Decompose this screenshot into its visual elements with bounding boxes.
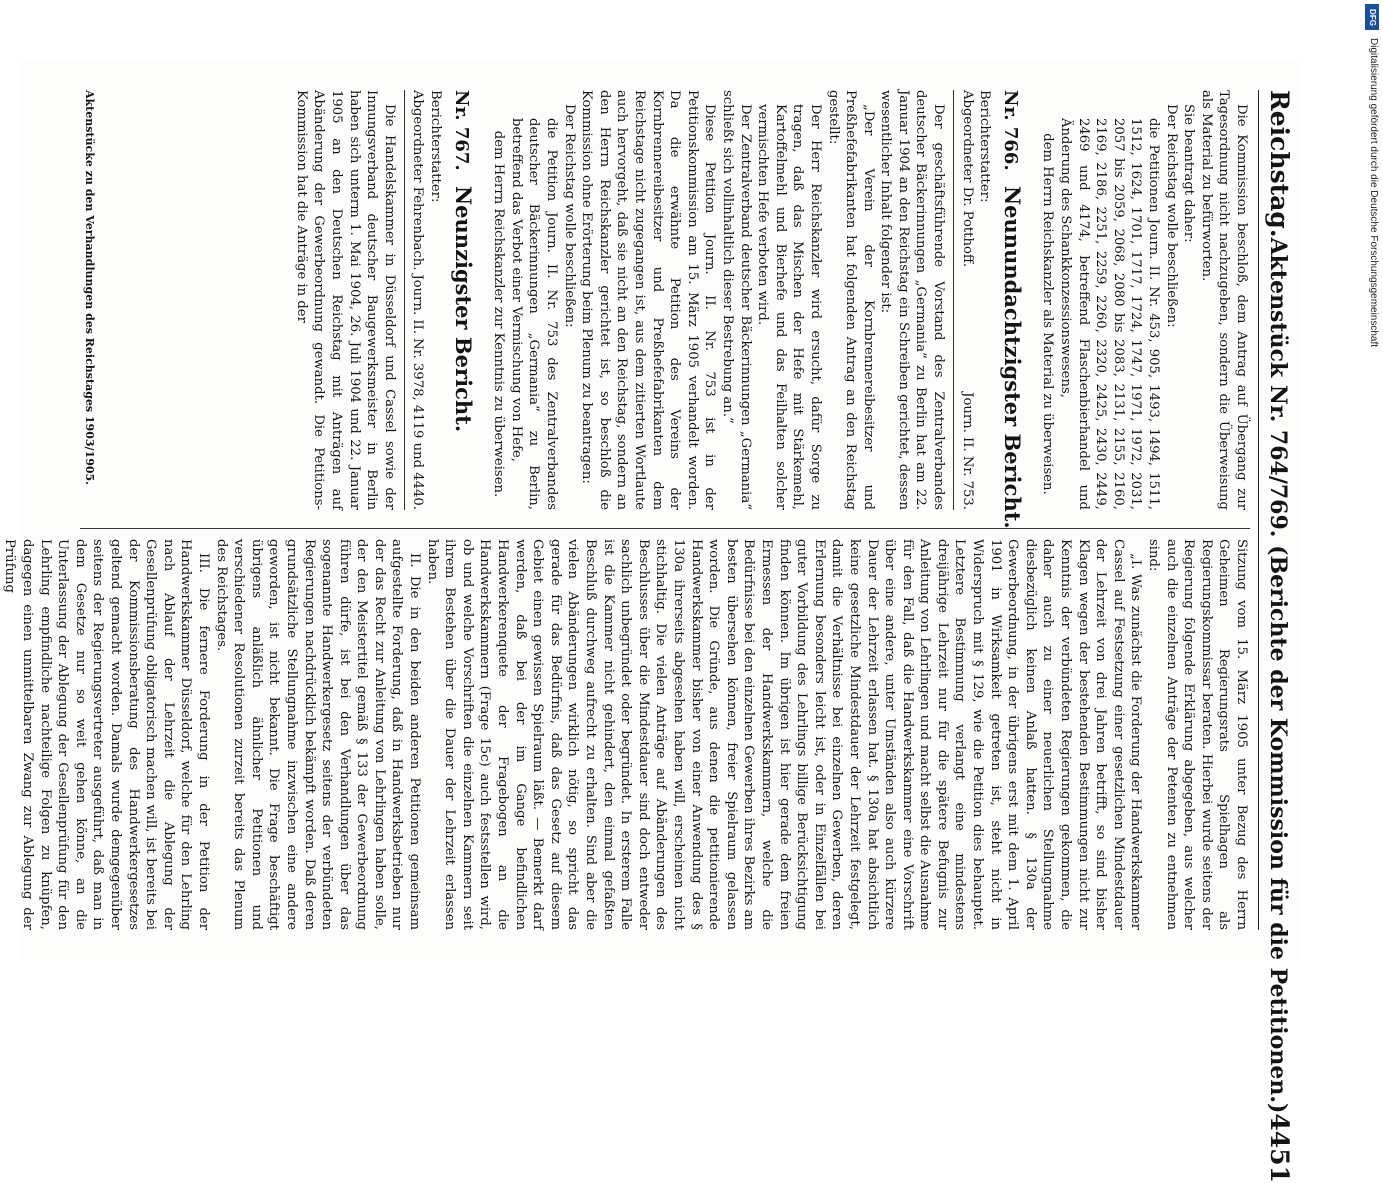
header-middle: Aktenstück Nr. 764/769. (Berichte der Kommission für die Petitionen.) [1265,237,1291,1114]
divider [953,90,954,510]
paragraph: Der geschäftsführende Vorstand des Zentralverbandes deutscher Bäckerinnungen „Germania“ zu Berlin hat am 22. Januar 1904 an den Reichstag ein Schreiben gerichtet, dessen wesentlicher Inhalt folgender ist: [878,90,947,510]
digitization-credit: Digitalisierung gefördert durch die Deutsche Forschungsgemeinschaft [1368,38,1379,348]
paragraph: III. Die fernere Forderung in der Petition der Handwerkskammer Düsseldorf, welche für den Lehrling nach Ablauf der Lehrzeit die Ablegung der Gesellenprüfung obligatorisch machen will, ist bereits bei der Kommissionsberatung des Handwerkergesetzes geltend gemacht worden. Damals wurde demgegenüber seitens der Regierungsvertreter ausgeführt, daß man in dem Gesetze nur so weit gehen könne, an die Unterlassung der Ablegung der Gesellenprüfung für den Lehrling empfindliche nachteilige Folgen zu knüpfen, dagegen einen unmittelbaren Zwang zur Ablegung der Prüfung [2,539,211,930]
paragraph: Sitzung vom 15. März 1905 unter Bezug des Herrn Geheimen Regierungsrats Spielhagen als Regierungskommissar beraten. Hierbei wurde seitens der Regierung folgende Erklärung abgegeben, aus welcher auch die einzelnen Anträge der Petenten zu entnehmen sind: [1146,539,1249,930]
section-number: Nr. 766. [999,90,1021,171]
paragraph: Die Kommission beschloß, dem Antrag auf Übergang zur Tagesordnung nicht nachzugeben, sondern die Überweisung als Material zu befürworten. [1198,90,1249,510]
section-heading: Neunzigster Bericht. [450,185,476,433]
paragraph: Die Handelskammer in Düsseldorf und Cassel sowie der Innungsverband deutscher Baugewerksmeister in Berlin haben sich unterm 1. Mai 1904, 26. Juli 1904 und 22. Januar 1905 an den Deutschen Reichstag mit Anträgen auf Abänderung der Gewerbeordnung gewandt. Die Petitions-Kommission hat die Anträge in der [293,90,397,510]
page-footer: Aktenstücke zu den Verhandlungen des Reichstages 1903/1905. [82,90,96,485]
paragraph: Diese Petition Journ. II. Nr. 753 ist in der Petitionskommission am 15. März 1905 verhandelt worden. Da die erwähnte Petition des Vereins der Kornbrennereibesitzer und Preßhefefabrikanten dem Reichstage nicht zugegangen ist, aus dem zitierten Wortlaute auch hervorgeht, daß sie nicht an den Reichstag, sondern an den Herrn Reichskanzler gerichtet ist, so beschloß die Kommission ohne Erörterung beim Plenum zu beantragen: [579,90,718,510]
reporter-row [409,90,427,510]
section-767-title [450,90,476,510]
petition-list: die Petitionen Journ. II. Nr. 453, 905, 1493, 1494, 1511, 1512, 1624, 1701, 1717, 1724, 1747, 1971, 1972, 2031, 2057 bis 2059, 2068, 2080 bis 2083, 2131, 2155, 2160, 2169, 2186, 2251, 2259, 2260, 2320, 2425, 2430, 2449, 2469 und 4174, betreffend Flaschenbierhandel und Änderung des Schankkonzessionswesens, [1058,118,1162,510]
header-page-number: 4451 [1265,1113,1294,1183]
dfg-credit-strip [1365,4,1379,994]
paragraph: dem Herrn Reichskanzler zur Kenntnis zu überweisen. [491,130,507,498]
right-column [2,528,1250,930]
journal-ref: Journ. II. Nr. 3978, 4119 und 4440. [410,274,426,510]
reporter-name: Abgeordneter Dr. Potthoff. [959,90,975,268]
paragraph: dem Herrn Reichskanzler als Material zu überweisen. [1040,133,1056,495]
paragraph: Sie beantragt daher: [1181,104,1197,243]
left-column [80,90,1250,529]
dfg-logo: DFG [1365,4,1379,30]
section-766-title [999,90,1025,529]
paragraph: Der Zentralverband deutscher Bäckerinnungen „Germania“ schließt sich vollinhaltlich dieser Bestrebung an.“ [719,90,753,510]
paragraph: Der Reichstag wolle beschließen: [561,104,577,328]
paragraph: Der Herr Reichskanzler wird ersucht, dafür Sorge zu tragen, daß das Mischen der Hefe mit Stärkemehl, Kartoffelmehl und Bierhefe und das Feilhalten solcher vermischten Hefe verboten wird. [755,104,823,510]
section-number: Nr. 767. [450,90,472,171]
divider [404,90,405,510]
reporter-label: Berichterstatter: [428,90,444,203]
paragraph: „Der Verein der Kornbrennereibesitzer und Preßhefefabrikanten hat folgenden Antrag an den Reichstag gestellt: [825,90,876,510]
journal-ref: Journ. II. Nr. 753. [959,392,975,510]
text-columns [2,90,1250,930]
paragraph: Der Reichstag wolle beschließen: [1163,104,1179,328]
reporter-label: Berichterstatter: [977,90,993,203]
paragraph: II. Die in den beiden anderen Petitionen gemeinsam aufgestellte Forderung, daß in Handwerksbetrieben nur der das Recht zur Anleitung von Lehrlingen haben solle, der den Meistertitel gemäß § 133 der Gewerbeordnung führen dürfe, ist bei den Verhandlungen über das sogenannte Handwerkergesetz seitens der verbündeten Regierungen nachdrücklich bekämpft worden. Daß deren grundsätzliche Stellungnahme inzwischen eine andere geworden, ist nicht bekannt. Die Frage beschäftigt übrigens anläßlich ähnlicher Petitionen und verschiedener Resolutionen zurzeit bereits das Plenum des Reichstages. [213,539,423,930]
reporter-row [958,90,976,510]
document-page [2,60,1300,1183]
section-heading: Neunundachtzigster Bericht. [999,185,1025,529]
paragraph: die Petition Journ. II. Nr. 753 des Zentralverbandes deutscher Bäckerinnungen „Germania“ zu Berlin, betreffend das Verbot einer Vermischung von Hefe, [508,118,560,510]
paragraph: „I. Was zunächst die Forderung der Handwerkskammer Cassel auf Festsetzung einer gesetzlichen Mindestdauer der Lehrzeit von drei Jahren betrifft, so sind bisher Klagen wegen der bestehenden Bestimmungen nicht zur Kenntnis der verbündeten Regierungen gekommen, die daher auch zu einer neuerlichen Stellungnahme diesbezüglich keinen Anlaß hatten. § 130a der Gewerbeordnung, in der übrigens erst mit dem 1. April 1901 in Wirksamkeit getreten ist, steht nicht in Widerspruch mit § 129, wie die Petition dies behauptet. Letztere Bestimmung verlangt eine mindestens dreijährige Lehrzeit nur für die spätere Befugnis zur Anleitung von Lehrlingen und macht selbst die Ausnahme für den Fall, daß die Handwerkskammer eine Vorschrift über eine andere, unter Umständen also auch kürzere Dauer der Lehrzeit erlassen hat. § 130a hat absichtlich keine gesetzliche Mindestdauer der Lehrzeit festgelegt, damit die Verhältnisse bei einzelnen Gewerben, deren Erlernung besonders leicht ist, oder in Einzelfällen bei guter Vorbildung des Lehrlings billige Berücksichtigung finden können. Im übrigen ist hier gerade dem freien Ermessen der Handwerkskammern, welche die Bedürfnisse bei den einzelnen Gewerben ihres Bezirks am besten übersehen können, freier Spielraum gelassen worden. Die Gründe, aus denen die petitionierende Handwerkskammer bisher von einer Anwendung des § 130a ihrerseits abgesehen haben will, erscheinen nicht stichhaltig. Die vielen Anträge auf Abänderungen des Beschlusses über die Mindestdauer sind doch entweder sachlich unbegründet oder begründet. In ersterem Falle ist die Kammer nicht gehindert, den einmal gefaßten Beschluß durchweg aufrecht zu erhalten. Sind aber die vielen Abänderungen wirklich nötig, so spricht das gerade für das Bedürfnis, daß das Gesetz auf diesem Gebiet einen gewissen Spielraum läßt. — Bemerkt darf werden, daß bei der im Gange befindlichen Handwerkerenquete der Fragebogen an die Handwerkskammern (Frage 15c) auch festsstellen wird, ob und welche Vorschriften die einzelnen Kammern seit ihrem Bestehen über die Dauer der Lehrzeit erlassen haben. [424,539,1144,930]
reporter-name: Abgeordneter Fehrenbach. [410,90,426,271]
page-header [1258,90,1294,1183]
header-left: Reichstag. [1265,90,1294,238]
